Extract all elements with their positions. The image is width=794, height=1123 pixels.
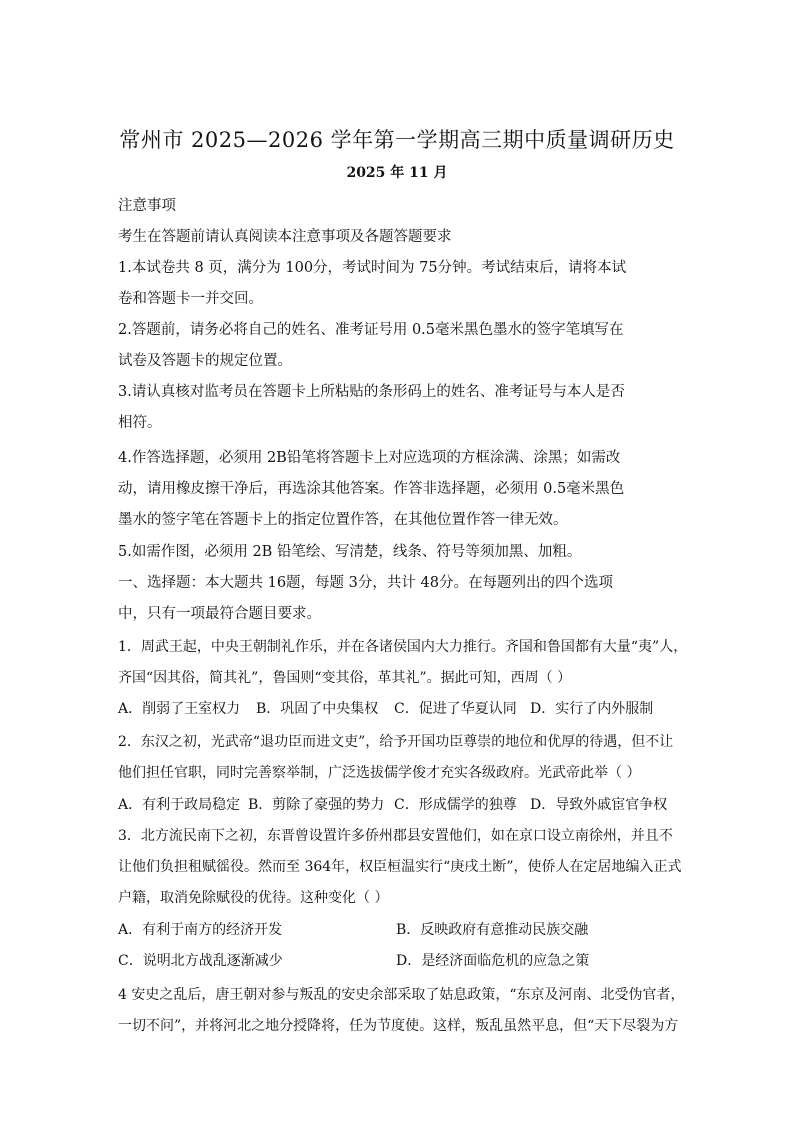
question-3-text: 户籍，取消免除赋役的优待。这种变化（ ） [118,890,389,906]
option-d: D．导致外戚宦官争权 [530,797,668,813]
notice-line: 卷和答题卡一并交回。 [118,291,263,307]
exam-title: 常州市 2025—2026 学年第一学期高三期中质量调研历史 [119,128,675,152]
notice-heading: 注意事项 [118,198,176,214]
question-4-text: 一切不问”，并将河北之地分授降将，任为节度使。这样，叛乱虽然平息，但“天下尽裂为方 [118,1018,679,1034]
exam-date: 2025 年 11 月 [346,165,448,181]
notice-line: 试卷及答题卡的规定位置。 [118,353,292,369]
notice-line: 2.答题前，请务必将自己的姓名、准考证号用 0.5毫米黑色墨水的签字笔填写在 [118,322,624,338]
question-3-text: 让他们负担租赋徭役。然而至 364年，权臣桓温实行“庚戌土断”，使侨人在定居地编入正式 [118,859,682,875]
option-b: B．巩固了中央集权 [256,701,379,717]
option-a: A．削弱了王室权力 [118,701,241,717]
notice-line: 墨水的签字笔在答题卡上的指定位置作答，在其他位置作答一律无效。 [118,512,568,528]
option-b: B．剪除了豪强的势力 [248,797,385,813]
option-d: D．实行了内外服制 [530,701,654,717]
option-d: D．是经济面临危机的应急之策 [396,953,590,969]
notice-line: 3.请认真核对监考员在答题卡上所粘贴的条形码上的姓名、准考证号与本人是否 [118,384,625,400]
option-b: B．反映政府有意推动民族交融 [396,922,589,938]
notice-line: 相符。 [118,415,162,431]
notice-line: 1.本试卷共 8 页，满分为 100分，考试时间为 75分钟。考试结束后，请将本试 [118,260,627,276]
option-a: A．有利于政局稳定 [118,797,241,813]
option-c: C．促进了华夏认同 [394,701,517,717]
question-1-text: 齐国“因其俗，简其礼”，鲁国则“变其俗，革其礼”。据此可知，西周（ ） [118,670,572,686]
section-heading: 中，只有一项最符合题目要求。 [118,606,321,622]
question-2-text: 2．东汉之初，光武帝“退功臣而进文吏”，给予开国功臣尊崇的地位和优厚的待遇，但不让 [118,734,674,750]
section-heading: 一、选择题：本大题共 16题，每题 3分，共计 48分。在每题列出的四个选项 [118,575,613,591]
question-4-text: 4 安史之乱后，唐王朝对参与叛乱的安史余部采取了姑息政策，“东京及河南、北受伪官者， [118,987,685,1003]
option-a: A．有利于南方的经济开发 [118,922,283,938]
notice-line: 4.作答选择题，必须用 2B铅笔将答题卡上对应选项的方框涂满、涂黑；如需改 [118,450,621,466]
question-2-text: 他们担任官职，同时完善察举制，广泛选拔儒学俊才充实各级政府。光武帝此举（ ） [118,765,641,781]
notice-intro: 考生在答题前请认真阅读本注意事项及各题答题要求 [118,229,452,245]
option-c: C．形成儒学的独尊 [394,797,517,813]
question-3-text: 3．北方流民南下之初，东晋曾设置许多侨州郡县安置他们，如在京口设立南徐州，并且不 [118,828,673,844]
question-1-text: 1．周武王起，中央王朝制礼作乐，并在各诸侯国内大力推行。齐国和鲁国都有大量“夷”人， [118,639,688,655]
option-c: C．说明北方战乱逐渐减少 [118,953,283,969]
notice-line: 5.如需作图，必须用 2B 铅笔绘、写清楚，线条、符号等须加黑、加粗。 [118,544,582,560]
notice-line: 动，请用橡皮擦干净后，再选涂其他答案。作答非选择题，必须用 0.5毫米黑色 [118,481,625,497]
